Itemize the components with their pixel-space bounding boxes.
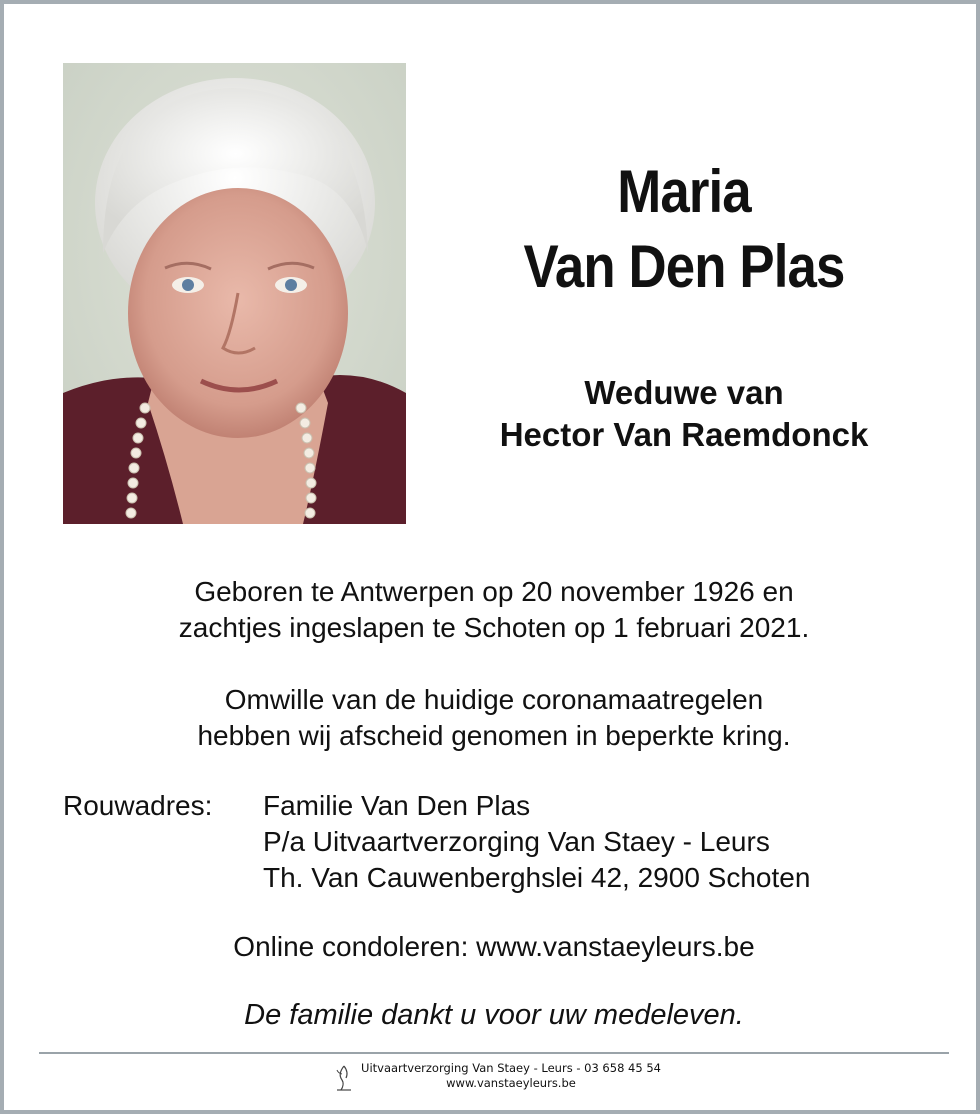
address-lines [263,788,810,896]
address-label: Rouwadres: [63,790,213,821]
covid-line-1: Omwille van de huidige coronamaatregelen [224,684,764,715]
birth-line: Geboren te Antwerpen op 20 november 1926 en [194,576,794,607]
covid-line-2: hebben wij afscheid genomen in beperkte kring. [197,720,791,751]
birth-death-text [44,574,944,646]
portrait-photo [63,63,406,524]
spouse-name: Hector Van Raemdonck [499,416,869,453]
first-name: Maria [617,158,751,225]
widow-of-label: Weduwe van [584,374,784,411]
footer-texts [356,1061,666,1091]
funeral-home-footer [334,1061,674,1097]
address-line: Th. Van Cauwenberghslei 42, 2900 Schoten [263,862,811,893]
address-line: Familie Van Den Plas [263,790,531,821]
online-condolence [44,929,944,965]
footer-divider [39,1052,949,1054]
deceased-name [424,154,944,304]
thanks-text: De familie dankt u voor uw medeleven. [244,999,744,1031]
company-line: Uitvaartverzorging Van Staey - Leurs - 03 658 45 54 [361,1061,661,1075]
address-line: P/a Uitvaartverzorging Van Staey - Leurs [263,826,770,857]
company-website: www.vanstaeyleurs.be [446,1076,576,1090]
covid-note [44,682,944,754]
last-name: Van Den Plas [523,233,845,300]
online-condolence-text: Online condoleren: www.vanstaeyleurs.be [233,931,755,962]
funeral-home-logo-icon [334,1063,354,1093]
widow-of [424,372,944,456]
death-line: zachtjes ingeslapen te Schoten op 1 februari 2021. [178,612,810,643]
